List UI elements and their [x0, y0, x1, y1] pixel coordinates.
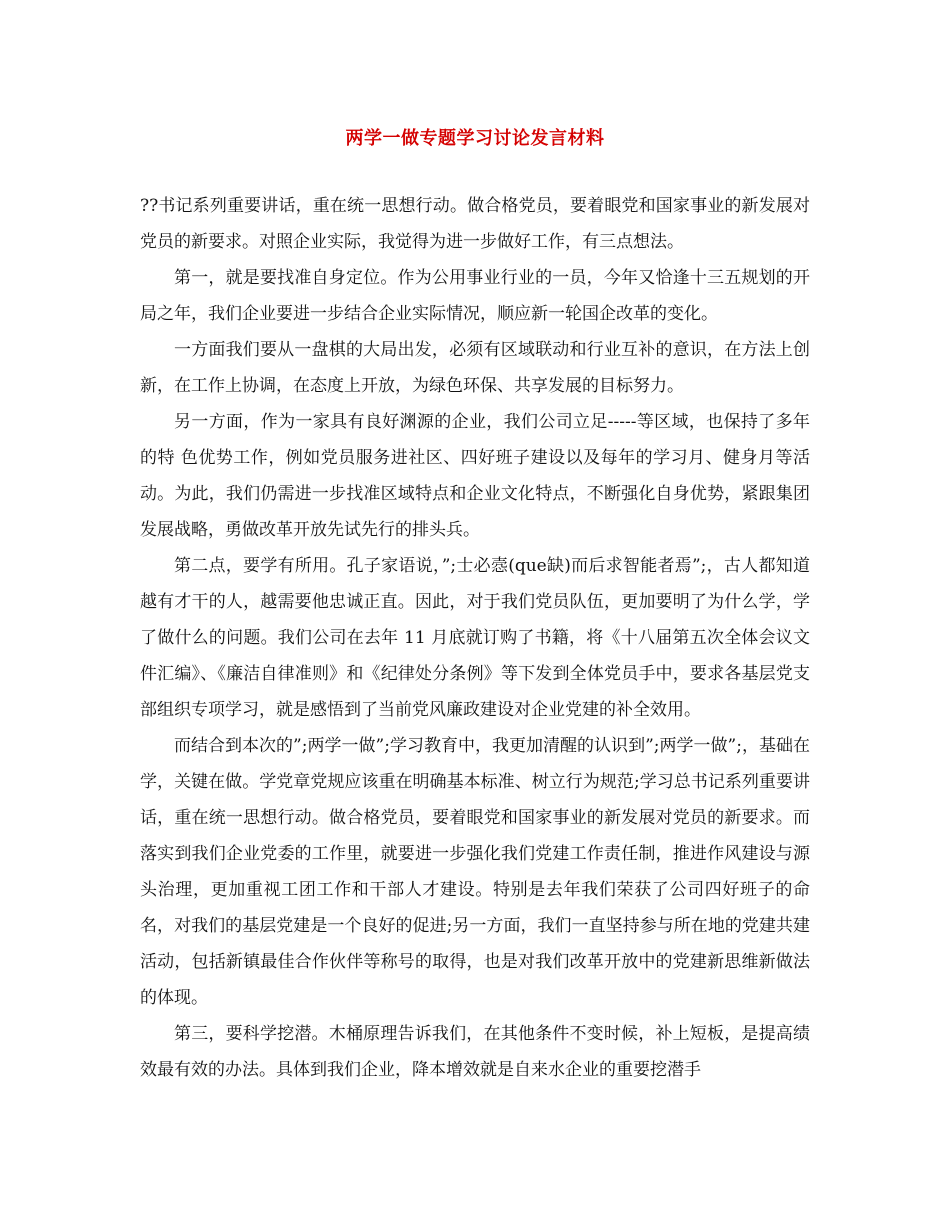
paragraph-6: 而结合到本次的”;两学一做”;学习教育中，我更加清醒的认识到”;两学一做”;，基础在学，关键在做。学党章党规应该重在明确基本标准、树立行为规范;学习总书记系列重要讲话，重在统一思想行动。做合格党员，要着眼党和国家事业的新发展对党员的新要求。而落实到我们企业党委的工作里，就要进一步强化我们党建工作责任制，推进作风建设与源头治理，更加重视工团工作和干部人才建设。特别是去年我们荣获了公司四好班子的命名，对我们的基层党建是一个良好的促进;另一方面，我们一直坚持参与所在地的党建共建活动，包括新镇最佳合作伙伴等称号的取得，也是对我们改革开放中的党建新思维新做法的体现。 [140, 736, 810, 1008]
paragraph-2: 第一，就是要找准自身定位。作为公用事业行业的一员，今年又恰逢十三五规划的开局之年，我们企业要进一步结合企业实际情况，顺应新一轮国企改革的变化。 [140, 268, 810, 324]
document-title: 两学一做专题学习讨论发言材料 [345, 128, 605, 149]
paragraph-5: 第二点，要学有所用。孔子家语说，”;士必悫(que缺)而后求智能者焉”;，古人都知道越有才干的人，越需要他忠诚正直。因此，对于我们党员队伍，更加要明了为什么学，学了做什么的问题。我们公司在去年 11 月底就订购了书籍，将《十八届第五次全体会议文件汇编》、《廉洁自律准则》和《纪律处分条例》等下发到全体党员手中，要求各基层党支部组织专项学习，就是感悟到了当前党风廉政建设对企业党建的补全效用。 [140, 556, 810, 720]
document-body [140, 188, 810, 1088]
paragraph-1: ??书记系列重要讲话，重在统一思想行动。做合格党员，要着眼党和国家事业的新发展对党员的新要求。对照企业实际，我觉得为进一步做好工作，有三点想法。 [140, 196, 810, 252]
paragraph-3: 一方面我们要从一盘棋的大局出发，必须有区域联动和行业互补的意识，在方法上创新，在工作上协调，在态度上开放，为绿色环保、共享发展的目标努力。 [140, 340, 810, 396]
paragraph-4: 另一方面，作为一家具有良好渊源的企业，我们公司立足-----等区域，也保持了多年的特 色优势工作，例如党员服务进社区、四好班子建设以及每年的学习月、健身月等活动。为此，我们仍需进一步找准区域特点和企业文化特点，不断强化自身优势，紧跟集团发展战略，勇做改革开放先试先行的排头兵。 [140, 412, 810, 540]
paragraph-7: 第三，要科学挖潜。木桶原理告诉我们，在其他条件不变时候，补上短板，是提高绩效最有效的办法。具体到我们企业，降本增效就是自来水企业的重要挖潜手 [140, 1024, 810, 1080]
